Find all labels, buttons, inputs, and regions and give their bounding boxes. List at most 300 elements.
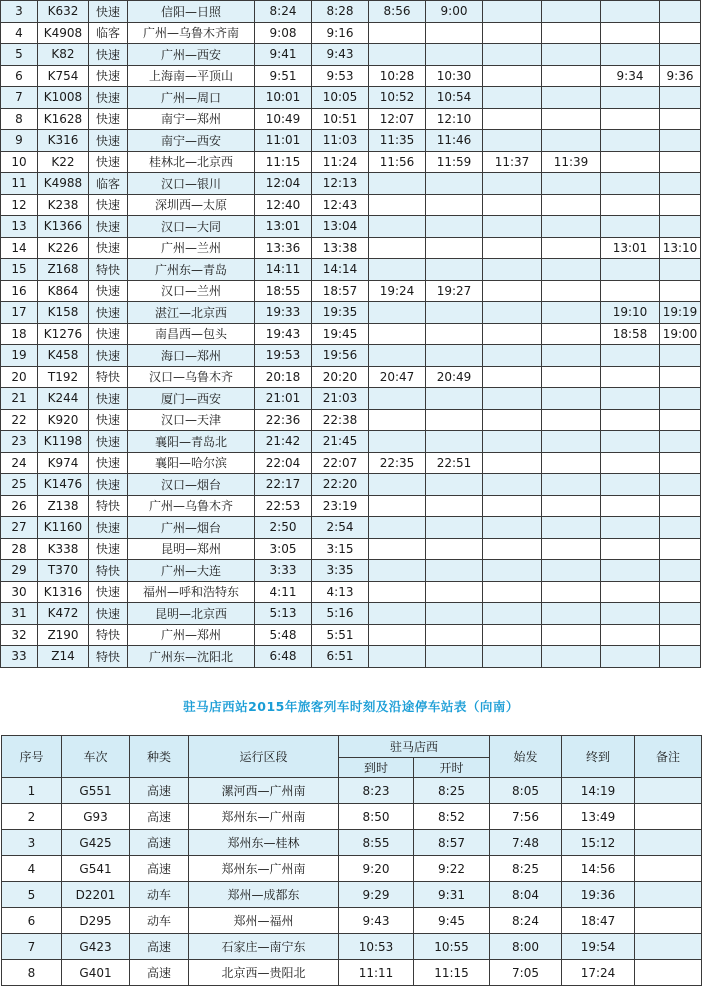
table-cell: 5:13 <box>255 603 312 625</box>
table-cell: K1198 <box>38 431 89 453</box>
header-note: 备注 <box>635 736 702 778</box>
table-cell <box>601 130 660 152</box>
table-cell: 12:04 <box>255 173 312 195</box>
table-cell: 11:01 <box>255 130 312 152</box>
table-cell <box>601 409 660 431</box>
table-cell: 13:10 <box>660 237 701 259</box>
table-cell <box>635 934 702 960</box>
table-cell: 9:16 <box>312 22 369 44</box>
table-cell <box>542 452 601 474</box>
table-cell: 10:53 <box>339 934 414 960</box>
table-cell <box>542 130 601 152</box>
table-cell: 14:14 <box>312 259 369 281</box>
table-cell: 9:43 <box>312 44 369 66</box>
table-cell: 临客 <box>89 22 128 44</box>
table-cell: 快速 <box>89 603 128 625</box>
table-cell <box>660 345 701 367</box>
table-row <box>1 474 701 496</box>
table-cell <box>660 388 701 410</box>
table-cell <box>542 108 601 130</box>
table-cell <box>369 388 426 410</box>
table-cell: T192 <box>38 366 89 388</box>
table-cell: 20 <box>1 366 38 388</box>
table-cell: K158 <box>38 302 89 324</box>
table-cell: 8:56 <box>369 1 426 23</box>
table-row <box>1 302 701 324</box>
table-cell: K1276 <box>38 323 89 345</box>
table-cell <box>483 280 542 302</box>
table-cell <box>426 216 483 238</box>
table-cell: 襄阳—哈尔滨 <box>128 452 255 474</box>
table-cell <box>660 581 701 603</box>
table-cell <box>635 830 702 856</box>
table-cell <box>660 452 701 474</box>
table-cell <box>426 173 483 195</box>
table-cell <box>483 538 542 560</box>
table-cell: 25 <box>1 474 38 496</box>
table-cell: 22 <box>1 409 38 431</box>
table-cell <box>660 22 701 44</box>
table-cell <box>601 345 660 367</box>
southbound-table-title: 驻马店西站2015年旅客列车时刻及沿途停车站表（向南） <box>183 699 519 714</box>
table-cell <box>542 44 601 66</box>
table-cell: 郑州东—广州南 <box>189 804 339 830</box>
table-cell: 19:45 <box>312 323 369 345</box>
table-cell <box>542 194 601 216</box>
table-cell: 3:33 <box>255 560 312 582</box>
table-cell: 11:37 <box>483 151 542 173</box>
table-cell: 郑州—成都东 <box>189 882 339 908</box>
table-cell: 29 <box>1 560 38 582</box>
table-cell: 广州东—沈阳北 <box>128 646 255 668</box>
table-cell: D295 <box>62 908 130 934</box>
table-cell: 13 <box>1 216 38 238</box>
header-station: 驻马店西 <box>339 736 490 758</box>
table-cell <box>635 960 702 986</box>
table-cell <box>369 216 426 238</box>
table-cell: 12:13 <box>312 173 369 195</box>
table-cell: 19:10 <box>601 302 660 324</box>
table-cell <box>601 44 660 66</box>
table-cell: Z168 <box>38 259 89 281</box>
table-cell: 快速 <box>89 151 128 173</box>
table-cell: 快速 <box>89 194 128 216</box>
table-cell: 南宁—西安 <box>128 130 255 152</box>
table-cell: 广州—大连 <box>128 560 255 582</box>
table-cell <box>426 646 483 668</box>
table-cell <box>483 646 542 668</box>
table-cell <box>660 560 701 582</box>
table-cell <box>601 194 660 216</box>
table-cell: 21 <box>1 388 38 410</box>
table-cell <box>542 581 601 603</box>
table-cell <box>483 194 542 216</box>
header-route: 运行区段 <box>189 736 339 778</box>
table-cell <box>542 560 601 582</box>
table-cell <box>660 259 701 281</box>
table-cell: 11:15 <box>255 151 312 173</box>
table-cell <box>483 366 542 388</box>
table-cell: 8:05 <box>490 778 562 804</box>
table-cell <box>601 624 660 646</box>
table-cell: K4988 <box>38 173 89 195</box>
table-cell <box>369 323 426 345</box>
table-cell: 11:39 <box>542 151 601 173</box>
table-row <box>1 517 701 539</box>
table-cell <box>369 173 426 195</box>
table-cell: 8 <box>2 960 62 986</box>
table-cell: K864 <box>38 280 89 302</box>
table-cell: 9:43 <box>339 908 414 934</box>
table-cell <box>483 302 542 324</box>
table-cell <box>542 302 601 324</box>
table-cell: G541 <box>62 856 130 882</box>
table-cell: 22:51 <box>426 452 483 474</box>
table-cell: 深圳西—太原 <box>128 194 255 216</box>
table-cell <box>601 581 660 603</box>
table-cell <box>369 538 426 560</box>
table-cell: 汉口—大同 <box>128 216 255 238</box>
table-cell: 13:01 <box>255 216 312 238</box>
table-cell <box>426 345 483 367</box>
table-cell: 信阳—日照 <box>128 1 255 23</box>
table-cell: 4 <box>1 22 38 44</box>
table-cell <box>426 194 483 216</box>
table-cell <box>483 108 542 130</box>
table-cell: Z190 <box>38 624 89 646</box>
table-cell: 6:48 <box>255 646 312 668</box>
table-cell: 8:55 <box>339 830 414 856</box>
table-cell: 11:15 <box>414 960 490 986</box>
table-cell: 18:47 <box>562 908 635 934</box>
table-cell <box>426 22 483 44</box>
table-cell: 广州—烟台 <box>128 517 255 539</box>
table-row <box>1 280 701 302</box>
table-cell: 9:31 <box>414 882 490 908</box>
table-cell: 昆明—郑州 <box>128 538 255 560</box>
table-cell <box>542 22 601 44</box>
table-cell: 26 <box>1 495 38 517</box>
table-row <box>1 581 701 603</box>
table-cell: 7:56 <box>490 804 562 830</box>
table-cell: 8:23 <box>339 778 414 804</box>
table-cell <box>601 538 660 560</box>
table-row <box>2 778 702 804</box>
table-cell: 15 <box>1 259 38 281</box>
table-cell: 20:47 <box>369 366 426 388</box>
table-cell: 高速 <box>130 804 189 830</box>
table-cell: 广州—乌鲁木齐南 <box>128 22 255 44</box>
table-cell: 汉口—烟台 <box>128 474 255 496</box>
table-cell <box>542 538 601 560</box>
table-cell: K22 <box>38 151 89 173</box>
table-cell: 厦门—西安 <box>128 388 255 410</box>
table-row <box>1 108 701 130</box>
table-cell <box>542 366 601 388</box>
table-row <box>1 44 701 66</box>
table-row <box>1 366 701 388</box>
table-cell: 3:15 <box>312 538 369 560</box>
table-cell: 郑州东—桂林 <box>189 830 339 856</box>
table-cell <box>660 603 701 625</box>
table-cell: 10:54 <box>426 87 483 109</box>
table-cell: 高速 <box>130 830 189 856</box>
table-cell <box>542 237 601 259</box>
table-cell <box>635 882 702 908</box>
table-row <box>2 804 702 830</box>
table-cell: K974 <box>38 452 89 474</box>
table-cell <box>426 560 483 582</box>
table-cell: 3 <box>1 1 38 23</box>
table-cell: 5 <box>1 44 38 66</box>
table-cell: 高速 <box>130 778 189 804</box>
table-cell <box>369 409 426 431</box>
table-cell: 高速 <box>130 856 189 882</box>
table-cell: 22:04 <box>255 452 312 474</box>
table-cell: 快速 <box>89 345 128 367</box>
table-cell: 13:49 <box>562 804 635 830</box>
table-cell: 广州—郑州 <box>128 624 255 646</box>
table-cell: K1366 <box>38 216 89 238</box>
table-row <box>2 882 702 908</box>
table-cell: 快速 <box>89 108 128 130</box>
table-cell: K244 <box>38 388 89 410</box>
table-cell: 9:53 <box>312 65 369 87</box>
table-cell <box>483 431 542 453</box>
table-cell: 快速 <box>89 130 128 152</box>
table-cell <box>483 1 542 23</box>
table-cell <box>601 388 660 410</box>
table-cell: K1628 <box>38 108 89 130</box>
table-row <box>1 431 701 453</box>
table-cell <box>660 194 701 216</box>
table-cell: 临客 <box>89 173 128 195</box>
table-cell: 8:04 <box>490 882 562 908</box>
table-cell: K472 <box>38 603 89 625</box>
table-cell <box>483 495 542 517</box>
table-cell <box>483 216 542 238</box>
table-cell: 22:36 <box>255 409 312 431</box>
table-cell <box>426 44 483 66</box>
table-cell: 快速 <box>89 87 128 109</box>
table-cell: 15:12 <box>562 830 635 856</box>
table-cell <box>483 474 542 496</box>
table-cell: 9:41 <box>255 44 312 66</box>
table-cell: Z138 <box>38 495 89 517</box>
table-cell <box>601 560 660 582</box>
table-row <box>2 856 702 882</box>
table-cell <box>542 216 601 238</box>
table-cell: 10:01 <box>255 87 312 109</box>
table-cell: 12:40 <box>255 194 312 216</box>
table-cell: 9:08 <box>255 22 312 44</box>
table-cell: 广州东—青岛 <box>128 259 255 281</box>
table-cell: 特快 <box>89 646 128 668</box>
table-cell: 19:27 <box>426 280 483 302</box>
table-cell: 快速 <box>89 65 128 87</box>
table-cell: 11:11 <box>339 960 414 986</box>
table-row <box>2 960 702 986</box>
header-train: 车次 <box>62 736 130 778</box>
table-cell: K920 <box>38 409 89 431</box>
table-cell: 高速 <box>130 934 189 960</box>
table-cell: 19:33 <box>255 302 312 324</box>
table-cell <box>426 538 483 560</box>
table-cell: 9:36 <box>660 65 701 87</box>
table-cell: 32 <box>1 624 38 646</box>
table-cell: 19:24 <box>369 280 426 302</box>
table-cell <box>542 603 601 625</box>
table-cell <box>660 495 701 517</box>
table-cell <box>369 22 426 44</box>
table-cell <box>660 87 701 109</box>
table-cell: 11:46 <box>426 130 483 152</box>
table-cell <box>601 431 660 453</box>
table-cell: 快速 <box>89 581 128 603</box>
table-row <box>1 646 701 668</box>
table-cell: 汉口—天津 <box>128 409 255 431</box>
table-cell: 快速 <box>89 474 128 496</box>
northbound-rows <box>1 1 701 668</box>
table-cell: 广州—周口 <box>128 87 255 109</box>
table-cell: 22:20 <box>312 474 369 496</box>
table-cell <box>601 108 660 130</box>
table-cell: 20:18 <box>255 366 312 388</box>
table-cell <box>542 646 601 668</box>
table-cell: 20:49 <box>426 366 483 388</box>
table-cell <box>369 302 426 324</box>
table-cell <box>660 1 701 23</box>
table-cell: 23:19 <box>312 495 369 517</box>
table-cell: 5:51 <box>312 624 369 646</box>
table-cell: 8:24 <box>255 1 312 23</box>
table-cell <box>542 431 601 453</box>
table-cell <box>483 452 542 474</box>
header-final-arrival: 终到 <box>562 736 635 778</box>
table-cell: 14 <box>1 237 38 259</box>
table-cell <box>601 216 660 238</box>
table-cell: 3:35 <box>312 560 369 582</box>
table-cell <box>369 603 426 625</box>
table-cell: 13:01 <box>601 237 660 259</box>
table-cell <box>426 409 483 431</box>
table-cell: 28 <box>1 538 38 560</box>
table-cell: 动车 <box>130 882 189 908</box>
table-cell <box>660 108 701 130</box>
table-cell: 19:36 <box>562 882 635 908</box>
table-cell: 19:43 <box>255 323 312 345</box>
table-cell: K316 <box>38 130 89 152</box>
table-cell <box>483 517 542 539</box>
table-cell: 21:03 <box>312 388 369 410</box>
table-cell: 9:51 <box>255 65 312 87</box>
table-cell <box>601 151 660 173</box>
table-cell: 23 <box>1 431 38 453</box>
table-cell <box>542 388 601 410</box>
table-cell: 9:22 <box>414 856 490 882</box>
table-cell: 22:17 <box>255 474 312 496</box>
table-cell <box>601 474 660 496</box>
table-cell: D2201 <box>62 882 130 908</box>
table-cell: 10:52 <box>369 87 426 109</box>
table-cell <box>601 495 660 517</box>
table-row <box>1 1 701 23</box>
table-cell <box>660 538 701 560</box>
table-cell: 快速 <box>89 388 128 410</box>
table-cell: 18:55 <box>255 280 312 302</box>
table-cell: 特快 <box>89 366 128 388</box>
table-cell: 湛江—北京西 <box>128 302 255 324</box>
table-cell <box>426 323 483 345</box>
table-cell: 9:34 <box>601 65 660 87</box>
table-cell: 8:24 <box>490 908 562 934</box>
table-cell: 22:53 <box>255 495 312 517</box>
table-cell <box>660 44 701 66</box>
table-cell: 16 <box>1 280 38 302</box>
table-cell: 10 <box>1 151 38 173</box>
table-cell <box>601 259 660 281</box>
table-cell <box>483 624 542 646</box>
table-cell <box>542 409 601 431</box>
table-cell <box>483 65 542 87</box>
table-cell: 2:50 <box>255 517 312 539</box>
table-cell: 4:11 <box>255 581 312 603</box>
table-cell: 8:00 <box>490 934 562 960</box>
table-cell <box>660 646 701 668</box>
table-cell: 11:59 <box>426 151 483 173</box>
table-cell: 快速 <box>89 452 128 474</box>
table-cell <box>369 646 426 668</box>
table-row <box>2 908 702 934</box>
table-cell: 5:48 <box>255 624 312 646</box>
table-cell: 19:54 <box>562 934 635 960</box>
table-cell: 8:25 <box>490 856 562 882</box>
table-cell <box>660 366 701 388</box>
table-cell <box>369 431 426 453</box>
table-cell: 8:25 <box>414 778 490 804</box>
table-cell: 南昌西—包头 <box>128 323 255 345</box>
table-cell <box>369 345 426 367</box>
table-cell <box>601 452 660 474</box>
table-cell <box>601 603 660 625</box>
table-cell: 特快 <box>89 624 128 646</box>
table-cell <box>426 624 483 646</box>
table-cell: 24 <box>1 452 38 474</box>
table-row <box>1 409 701 431</box>
table-cell <box>660 216 701 238</box>
table-cell <box>542 517 601 539</box>
table-cell <box>426 474 483 496</box>
table-cell: 21:01 <box>255 388 312 410</box>
table-cell: 11:56 <box>369 151 426 173</box>
table-cell: 快速 <box>89 1 128 23</box>
table-cell: 14:11 <box>255 259 312 281</box>
table-cell: 汉口—银川 <box>128 173 255 195</box>
table-cell: 13:38 <box>312 237 369 259</box>
table-cell <box>483 44 542 66</box>
table-cell <box>660 130 701 152</box>
table-cell <box>635 908 702 934</box>
table-cell: 9:29 <box>339 882 414 908</box>
table-cell: 27 <box>1 517 38 539</box>
table-cell <box>542 173 601 195</box>
table-cell: 19:56 <box>312 345 369 367</box>
table-cell: 南宁—郑州 <box>128 108 255 130</box>
table-cell: 7:48 <box>490 830 562 856</box>
table-cell: 14:19 <box>562 778 635 804</box>
table-cell <box>542 345 601 367</box>
table-cell <box>483 581 542 603</box>
